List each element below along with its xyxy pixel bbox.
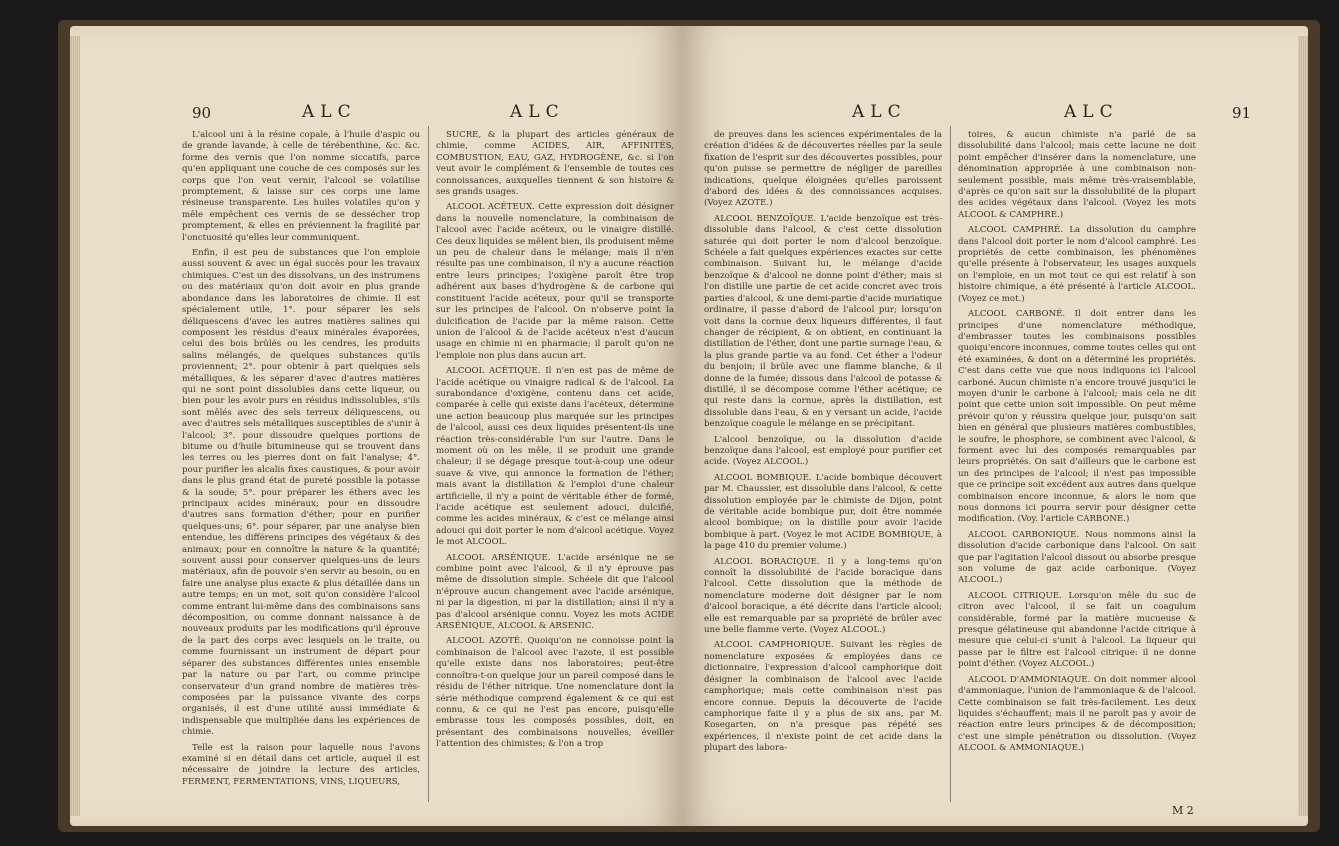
running-head-right-col1: ALC bbox=[852, 102, 907, 122]
paragraph: ALCOOL ACÉTIQUE. Il n'en est pas de même de l'acide acétique ou vinaigre radical & de l'alcool. La surabondance d'oxigène, contenu dans cet acide, comparée à celle qui existe dans l'acéteux, détermine une action beaucoup plus marquée sur les principes de l'alcool, aussi ces deux liquides présentent-ils une réaction très-considérable l'un sur l'autre. Dans le moment où on les mêle, il se produit une grande chaleur; il se dégage presque tout-à-coup une odeur suave & vive, qui annonce la formation de l'éther; mais avant la distillation & l'emploi d'une chaleur artificielle, il n'y a point de véritable éther de formé, l'acide acétique est seulement adouci, dulcifié, comme les acides minéraux, & c'est ce mélange ainsi adouci qui doit porter le nom d'alcool acétique. Voyez le mot ALCOOL. bbox=[436, 366, 674, 548]
right-column-1 bbox=[704, 130, 942, 806]
paragraph: Enfin, il est peu de substances que l'on emploie aussi souvent & avec un égal succès pour les travaux chimiques. C'est un des dissolvans, un des instrumens ou des matériaux qu'on doit avoir en plus grande abondance dans les laboratoires de chimie. Il est spécialement utile, 1°. pour séparer les sels déliquescens d'avec les autres matières salines qui composent les résidus d'eaux minérales évaporées, celui des bois brûlés ou les cendres, les produits salins mélangés, de quelques substances qu'ils proviennent; 2°. pour obtenir à part quelques sels métalliques, & les séparer d'avec d'autres matières qui ne sont point dissolubles dans cette liqueur, ou bien pour les avoir purs en résidus indissolubles, s'ils sont mêlés avec des sels terreux déliquescens, ou avec d'autres sels métalliques susceptibles de s'unir à l'alcool; 3°. pour dissoudre quelques portions de bitume ou d'huile bitumineuse qui se trouvent dans les terres ou les pierres dont on fait l'analyse; 4°. pour purifier les alcalis fixes caustiques, & pour avoir dans le plus grand état de pureté possible la potasse & la soude; 5°. pour préparer les éthers avec les principaux acides minéraux; pour en dissoudre d'autres sans formation d'éther; pour en purifier quelques-uns; 6°. pour séparer, par une analyse bien entendue, les différens principes des végétaux & des animaux; pour en connoître la nature & la quantité; souvent aussi pour conserver quelques-uns de leurs matériaux, afin de pouvoir s'en servir au besoin, ou en faire une analyse plus exacte & plus détaillée dans un autre temps; en un mot, soit qu'on considère l'alcool comme entrant lui-même dans des combinaisons sans décomposition, ou comme donnant naissance à de nouveaux produits par les modifications qu'il éprouve de la part des corps avec lesquels on le traite, ou comme fournissant un instrument de départ pour séparer des substances différentes unies ensemble par la nature ou par l'art, ou comme principe conservateur d'un grand nombre de matières très-composées par la puissance vivante des corps organisés, il est d'une utilité aussi immédiate & indispensable que multipliée dans les expériences de chimie. bbox=[182, 248, 420, 738]
running-head-left-col2: ALC bbox=[510, 102, 565, 122]
paragraph: de preuves dans les sciences expérimentales de la création d'idées & de découvertes réelles par la seule fixation de l'esprit sur des découvertes possibles, pour qu'on puisse se permettre de négliger de pareilles indications, quelque éloignées qu'elles paroissent d'abord des idées & des connoissances acquises. (Voyez AZOTE.) bbox=[704, 130, 942, 209]
open-book bbox=[58, 20, 1320, 832]
paragraph: ALCOOL ARSÉNIQUE. L'acide arsénique ne se combine point avec l'alcool, & il n'y éprouve pas même de dissolution simple. Schéele dit que l'alcool n'éprouve aucun changement avec l'acide arsénique, ni par la digestion, ni par la distillation; ainsi il n'y a pas d'alcool arsénique connu. Voyez les mots ACIDE ARSÉNIQUE, ALCOOL & ARSENIC. bbox=[436, 552, 674, 632]
paragraph: ALCOOL AZOTÉ. Quoiqu'on ne connoisse point la combinaison de l'alcool avec l'azote, il est possible qu'elle existe dans nos laboratoires; peut-être connoîtra-t-on quelque jour un pareil composé dans le résidu de l'éther nitrique. Une nomenclature dont la série méthodique comprend également & ce qui est connu, & ce qui ne l'est pas encore, puisqu'elle embrasse tous les composés possibles, doit, en présentant des combinaisons nouvelles, éveiller l'attention des chimistes; & l'on a trop bbox=[436, 636, 674, 750]
running-head-right: ALC bbox=[1064, 102, 1119, 122]
column-rule bbox=[428, 126, 429, 802]
page-number-right: 91 bbox=[1232, 104, 1252, 122]
paragraph: ALCOOL CARBONÉ. Il doit entrer dans les principes d'une nomenclature méthodique, d'embrasser toutes les combinaisons possibles quoiqu'encore inconnues, comme toutes celles qui ont été examinées, & dont on a déterminé les propriétés. C'est dans cette vue que nous indiquons ici l'alcool carboné. Aucun chimiste n'a encore trouvé jusqu'ici le moyen d'unir le carbone à l'alcool; mais cela ne dit point que cette union soit impossible. On peut même prévoir qu'on y réussira quelque jour, puisqu'on sait bien en général que plusieurs matières combustibles, le soufre, le phosphore, se combinent avec l'alcool, & forment avec lui des composés remarquables par leurs propriétés. On sait d'ailleurs que le carbone est un des principes de l'alcool; il n'est pas impossible que ce principe soit excédent aux autres dans quelque combinaison encore inconnue, & alors le nom que nous donnons ici pourra servir pour désigner cette modification. (Voy. l'article CARBONE.) bbox=[958, 309, 1196, 525]
column-rule bbox=[950, 126, 951, 802]
signature-mark: M 2 bbox=[1172, 804, 1194, 817]
paragraph: L'alcool benzoïque, ou la dissolution d'acide benzoïque dans l'alcool, est employé pour purifier cet acide. (Voyez ALCOOL.) bbox=[704, 434, 942, 468]
paragraph: ALCOOL CAMPHRÉ. La dissolution du camphre dans l'alcool doit porter le nom d'alcool camphré. Les propriétés de cette combinaison, les phénomènes qu'elle présente à l'observateur, les usages auxquels on l'emploie, en un mot tout ce qui est relatif à son histoire chimique, a été présenté à l'article ALCOOL. (Voyez ce mot.) bbox=[958, 225, 1196, 304]
paragraph: ALCOOL CARBONIQUE. Nous nommons ainsi la dissolution d'acide carbonique dans l'alcool. On sait que par l'agitation l'alcool dissout ou absorbe presque son volume de gaz acide carbonique. (Voyez ALCOOL.) bbox=[958, 529, 1196, 586]
page-edge-right bbox=[1298, 36, 1308, 816]
paragraph: ALCOOL CITRIQUE. Lorsqu'on mêle du suc de citron avec l'alcool, il se fait un coagulum considérable, formé par la matière mucueuse & presque gélatineuse qui abandonne l'acide citrique à mesure que celui-ci s'unit à l'alcool. La liqueur qui passe par le filtre est l'alcool citrique: il ne donne point d'éther. (Voyez ALCOOL.) bbox=[958, 590, 1196, 670]
paragraph: ALCOOL BENZOÏQUE. L'acide benzoïque est très-dissoluble dans l'alcool, & c'est cette dissolution saturée qui doit porter le nom d'alcool benzoïque. Schéele a fait quelques expériences exactes sur cette combinaison. Suivant lui, le mélange d'acide benzoïque & d'alcool ne donne point d'éther; mais si l'on distille une partie de cet acide concret avec trois parties d'alcool, & une demi-partie d'acide muriatique ordinaire, il passe d'abord de l'alcool pur; lorsqu'on voit dans la cornue deux liqueurs différentes, il faut changer de récipient, & on obtient, en continuant la distillation de l'éther, dont une partie surnage l'eau, & la plus grande partie va au fond. Cet éther a l'odeur du benjoin; il brûle avec une flamme blanche, & il donne de la fumée; dissous dans l'alcool de potasse & distillé, il se décompose comme l'éther acétique; ce qui reste dans la cornue, après la distillation, est dissoluble dans l'eau, & en y versant un acide, l'acide benzoïque coagule le mélange en se précipitant. bbox=[704, 213, 942, 430]
paragraph: ALCOOL BORACIQUE. Il y a long-tems qu'on connoît la dissolubilité de l'acide boracique dans l'alcool. Cette dissolution que la méthode de nomenclature moderne doit désigner par le nom d'alcool boracique, a été décrite dans l'article alcool; elle est remarquable par sa propriété de brûler avec une belle flamme verte. (Voyez ALCOOL.) bbox=[704, 556, 942, 636]
paragraph: ALCOOL D'AMMONIAQUE. On doit nommer alcool d'ammoniaque, l'union de l'ammoniaque & de l'alcool. Cette combinaison se fait très-facilement. Les deux liquides s'échauffent; mais il ne paroît pas y avoir de réaction entre leurs principes & de décomposition; c'est une simple pénétration ou dissolution. (Voyez ALCOOL & AMMONIAQUE.) bbox=[958, 674, 1196, 754]
paragraph: ALCOOL CAMPHORIQUE. Suivant les règles de nomenclature exposées & employées dans ce dictionnaire, l'expression d'alcool camphorique doit désigner la combinaison de l'alcool avec l'acide camphorique; mais cette combinaison n'est pas encore connue. Depuis la découverte de l'acide camphorique faite il y a plus de six ans, par M. Kosegarten, on n'a presque pas répété ses expériences, il n'existe point de cet acide dans la plupart des labora- bbox=[704, 640, 942, 754]
right-page bbox=[682, 26, 1308, 826]
paragraph: ALCOOL BOMBIQUE. L'acide bombique découvert par M. Chaussier, est dissoluble dans l'alcool, & cette dissolution employée par le chimiste de Dijon, point de véritable acide bombique pur, doit être nommée alcool bombique; on la distille pour avoir l'acide bombique à part. (Voyez le mot ACIDE BOMBIQUE, à la page 410 du premier volume.) bbox=[704, 472, 942, 552]
left-page bbox=[70, 26, 682, 826]
left-column-1 bbox=[182, 130, 420, 806]
page-edge-left bbox=[70, 36, 80, 816]
running-head-left: ALC bbox=[302, 102, 357, 122]
paragraph: L'alcool uni à la résine copale, à l'huile d'aspic ou de grande lavande, à celle de térébenthine, &c. &c. forme des vernis que l'on nomme siccatifs, parce qu'en appliquant une couche de ces composés sur les corps que l'on veut vernir, l'alcool se volatilise promptement, & laisse sur ces corps une lame résineuse transparente. Les huiles volatiles qu'on y mêle empêchent ces vernis de se dessécher trop promptement, & elles en préviennent la fragilité par l'onctuosité qu'elles leur communiquent. bbox=[182, 130, 420, 243]
paragraph: SUCRE, & la plupart des articles généraux de chimie, comme ACIDES, AIR, AFFINITÉS, COMBUSTION, EAU, GAZ, HYDROGÈNE, &c. si l'on veut avoir le complément & l'ensemble de toutes ces connoissances, auxquelles tiennent & son histoire & ses grands usages. bbox=[436, 130, 674, 198]
left-column-2 bbox=[436, 130, 674, 806]
paragraph: toires, & aucun chimiste n'a parlé de sa dissolubilité dans l'alcool; mais cette lacune ne doit point empêcher d'insérer dans la nomenclature, une dénomination appropriée à une combinaison non-seulement possible, mais même très-vraisemblable, d'après ce qu'on sait sur la dissolubilité de la plupart des acides végétaux dans l'alcool. (Voyez les mots ALCOOL & CAMPHRE.) bbox=[958, 130, 1196, 220]
paragraph: ALCOOL ACÉTEUX. Cette expression doit désigner dans la nouvelle nomenclature, la combinaison de l'alcool avec l'acide acéteux, ou le vinaigre distillé. Ces deux liquides se mêlent bien, ils produisent même un peu de chaleur dans le mélange; mais il n'en résulte pas une combinaison, il n'y a aucune réaction entre leurs principes; l'oxigène paroît être trop adhérent aux bases d'hydrogène & de carbone qui constituent l'acide acéteux, pour qu'il se transporte sur les principes de l'alcool. On n'observe point la dulcification de l'acide par la même raison. Cette union de l'alcool & de l'acide acéteux n'est d'aucun usage en chimie ni en pharmacie; il paroît qu'on ne l'emploie non plus dans aucun art. bbox=[436, 202, 674, 361]
paragraph: Telle est la raison pour laquelle nous l'avons examiné si en détail dans cet article, auquel il est nécessaire de joindre la lecture des articles, FERMENT, FERMENTATIONS, VINS, LIQUEURS, bbox=[182, 742, 420, 787]
page-number-left: 90 bbox=[192, 104, 212, 122]
right-column-2 bbox=[958, 130, 1196, 806]
